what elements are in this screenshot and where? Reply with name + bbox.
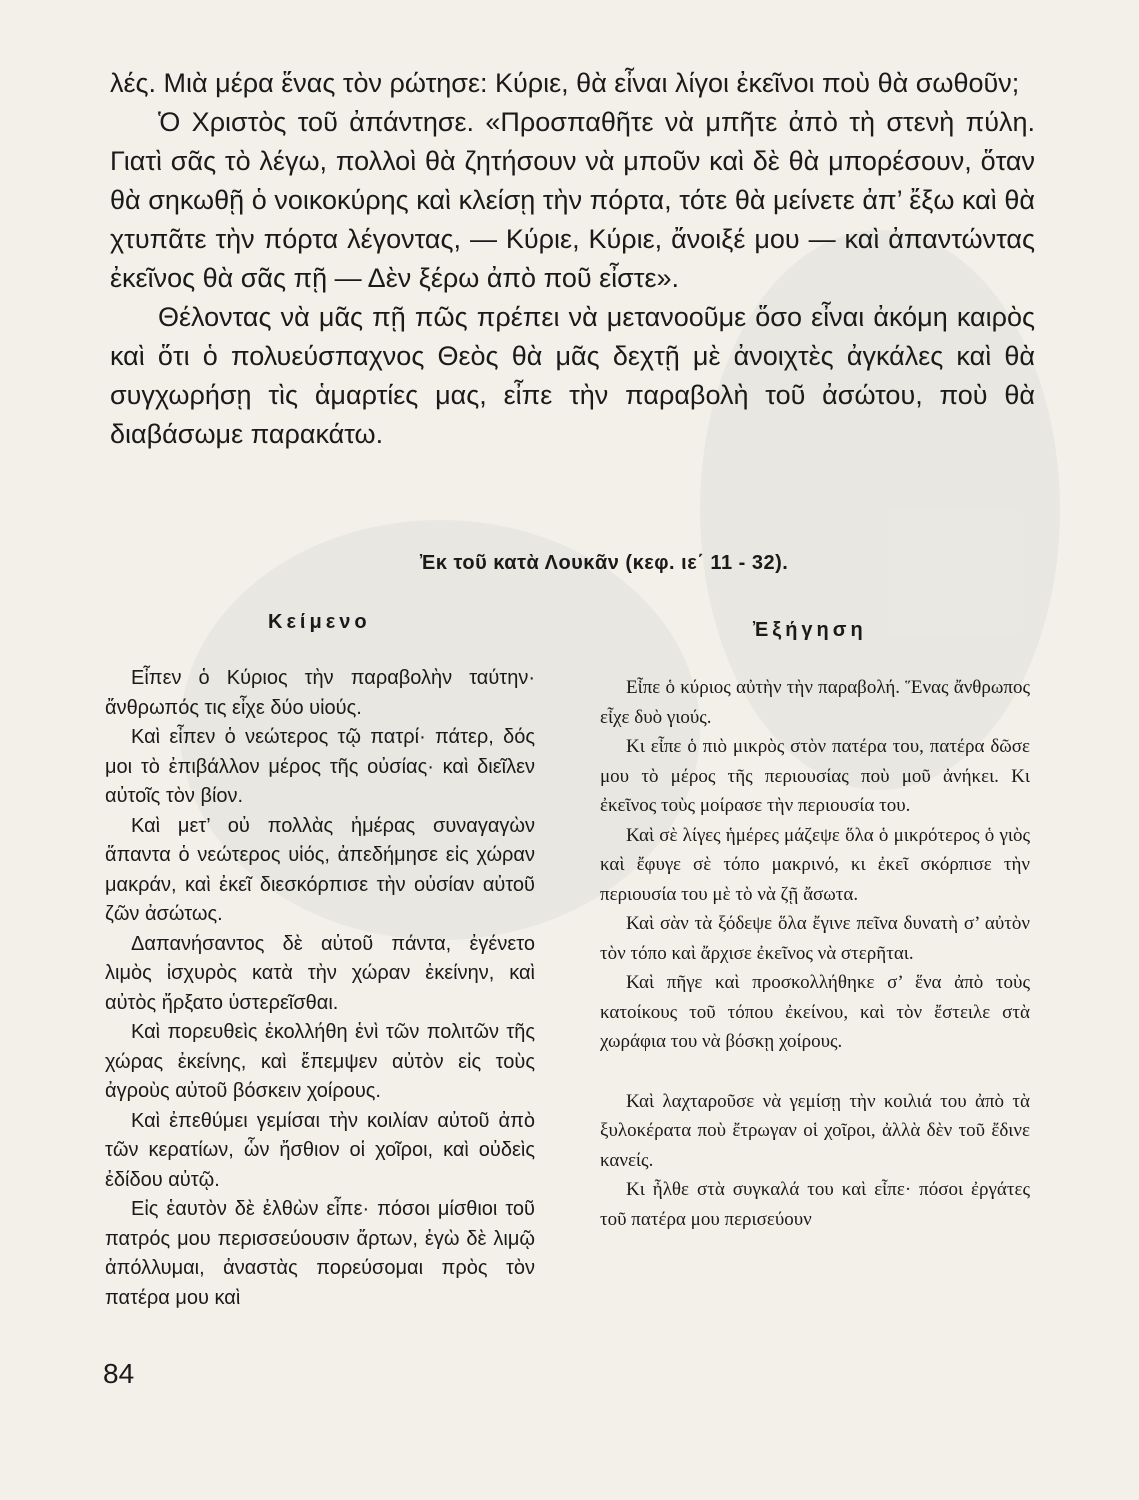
explanation-paragraph: Καὶ σὲ λίγες ἡμέρες μάζεψε ὅλα ὁ μικρότερος ὁ γιὸς καὶ ἔφυγε σὲ τόπο μακρινό, κι ἐκεῖ σκόρπισε τὴν περιουσία του μὲ τὸ νὰ ζῇ ἄσωτα.: [600, 824, 1030, 905]
original-paragraph: Εἶπεν ὁ Κύριος τὴν παραβολὴν ταύτην· ἄνθρωπός τις εἶχε δύο υἱούς.: [105, 667, 535, 719]
right-column-heading: Ἐξήγηση: [753, 619, 867, 641]
explanation-paragraph: Εἶπε ὁ κύριος αὐτὴν τὴν παραβολή. Ἕνας ἄνθρωπος εἶχε δυὸ γιούς.: [600, 677, 1030, 728]
original-paragraph: Καὶ εἶπεν ὁ νεώτερος τῷ πατρί· πάτερ, δός μοι τὸ ἐπιβάλλον μέρος τῆς οὐσίας· καὶ διεῖλεν αὐτοῖς τὸν βίον.: [105, 726, 535, 807]
left-column-heading: Κείμενο: [268, 611, 371, 633]
scripture-source-heading: Ἐκ τοῦ κατὰ Λουκᾶν (κεφ. ιε΄ 11 - 32).: [420, 552, 789, 574]
page-number: 84: [103, 1358, 135, 1389]
intro-text: [110, 64, 1035, 454]
explanation-paragraph: Καὶ λαχταροῦσε νὰ γεμίσῃ τὴν κοιλιά του ἀπὸ τὰ ξυλοκέρατα ποὺ ἔτρωγαν οἱ χοῖροι, ἀλλὰ δὲν τοῦ ἔδινε κανείς.: [600, 1090, 1030, 1171]
explanation-paragraph: Καὶ σὰν τὰ ξόδεψε ὅλα ἔγινε πεῖνα δυνατὴ σ’ αὐτὸν τὸν τόπο καὶ ἄρχισε ἐκεῖνος νὰ στερῆται.: [600, 913, 1030, 964]
explanation-paragraph: Κι εἶπε ὁ πιὸ μικρὸς στὸν πατέρα του, πατέρα δῶσε μου τὸ μέρος τῆς περιουσίας ποὺ μοῦ ἀνήκει. Κι ἐκεῖνος τοὺς μοίρασε τὴν περιουσία του.: [600, 736, 1030, 816]
original-paragraph: Καὶ πορευθεὶς ἐκολλήθη ἑνὶ τῶν πολιτῶν τῆς χώρας ἐκείνης, καὶ ἔπεμψεν αὐτὸν εἰς τοὺς ἀγροὺς αὐτοῦ βόσκειν χοίρους.: [105, 1021, 535, 1102]
original-paragraph: Καὶ μετ’ οὐ πολλὰς ἡμέρας συναγαγὼν ἅπαντα ὁ νεώτερος υἱός, ἀπεδήμησε εἰς χώραν μακράν, καὶ ἐκεῖ διεσκόρπισε τὴν οὐσίαν αὐτοῦ ζῶν ἀσώτως.: [105, 814, 535, 925]
explanation-paragraph: Καὶ πῆγε καὶ προσκολλήθηκε σ’ ἕνα ἀπὸ τοὺς κατοίκους τοῦ τόπου ἐκείνου, καὶ τὸν ἔστειλε στὰ χωράφια του νὰ βόσκῃ χοίρους.: [600, 972, 1030, 1052]
explanation-column: [600, 673, 1030, 1234]
intro-paragraph: Θέλοντας νὰ μᾶς πῇ πῶς πρέπει νὰ μετανοοῦμε ὅσο εἶναι ἀκόμη καιρὸς καὶ ὅτι ὁ πολυεύσπαχνος Θεὸς θὰ μᾶς δεχτῇ μὲ ἀνοιχτὲς ἀγκάλες καὶ θὰ συγχωρήσῃ τὶς ἁμαρτίες μας, εἶπε τὴν παραβολὴ τοῦ ἀσώτου, ποὺ θὰ διαβάσωμε παρακάτω.: [110, 302, 1035, 449]
explanation-paragraph: Κι ἦλθε στὰ συγκαλά του καὶ εἶπε· πόσοι ἐργάτες τοῦ πατέρα μου περισεύουν: [600, 1179, 1030, 1230]
intro-paragraph: λές. Μιὰ μέρα ἕνας τὸν ρώτησε: Κύριε, θὰ εἶναι λίγοι ἐκεῖνοι ποὺ θὰ σωθοῦν;: [110, 68, 1020, 98]
original-paragraph: Εἰς ἑαυτὸν δὲ ἐλθὼν εἶπε· πόσοι μίσθιοι τοῦ πατρός μου περισσεύουσιν ἄρτων, ἐγὼ δὲ λιμῷ ἀπόλλυμαι, ἀναστὰς πορεύσομαι πρὸς τὸν πατέρα μου καὶ: [105, 1198, 535, 1309]
intro-paragraph: Ὁ Χριστὸς τοῦ ἀπάντησε. «Προσπαθῆτε νὰ μπῆτε ἀπὸ τὴ στενὴ πύλη. Γιατὶ σᾶς τὸ λέγω, πολλοὶ θὰ ζητήσουν νὰ μποῦν καὶ δὲ θὰ μπορέσουν, ὅταν θὰ σηκωθῇ ὁ νοικοκύρης καὶ κλείσῃ τὴν πόρτα, τότε θὰ μείνετε ἀπ’ ἔξω καὶ θὰ χτυπᾶτε τὴν πόρτα λέγοντας, — Κύριε, Κύριε, ἄνοιξέ μου — καὶ ἀπαντώντας ἐκεῖνος θὰ σᾶς πῇ — Δὲν ξέρω ἀπὸ ποῦ εἶστε».: [110, 107, 1035, 293]
original-text-column: [105, 664, 535, 1313]
original-paragraph: Δαπανήσαντος δὲ αὐτοῦ πάντα, ἐγένετο λιμὸς ἰσχυρὸς κατὰ τὴν χώραν ἐκείνην, καὶ αὐτὸς ἤρξατο ὑστερεῖσθαι.: [105, 932, 535, 1014]
original-paragraph: Καὶ ἐπεθύμει γεμίσαι τὴν κοιλίαν αὐτοῦ ἀπὸ τῶν κερατίων, ὧν ἤσθιον οἱ χοῖροι, καὶ οὐδεὶς ἐδίδου αὐτῷ.: [105, 1109, 535, 1191]
